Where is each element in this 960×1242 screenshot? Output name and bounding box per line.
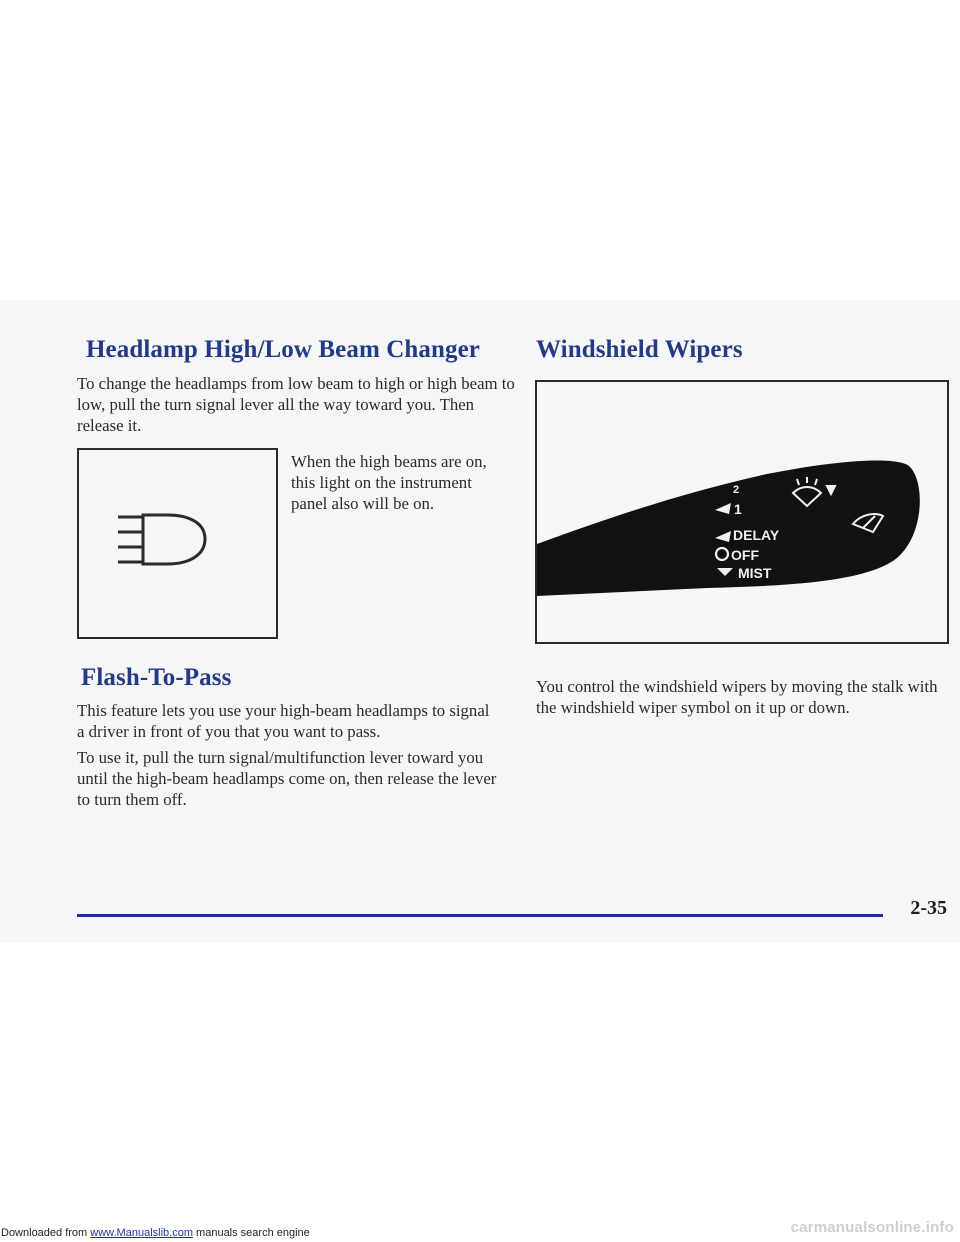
- paragraph-flash-to-pass-1: This feature lets you use your high-beam headlamps to signal a driver in front of you that you want to pass.: [77, 701, 490, 741]
- indicator-caption: When the high beams are on, this light on the instrument panel also will be on.: [291, 452, 487, 513]
- manualslib-link[interactable]: www.Manualslib.com: [90, 1227, 193, 1239]
- stalk-label-mist: MIST: [738, 565, 772, 581]
- stalk-label-delay: DELAY: [733, 527, 780, 543]
- high-beam-indicator-box: [77, 448, 278, 639]
- download-footer: [1, 1227, 310, 1239]
- heading-flash-to-pass: Flash-To-Pass: [81, 664, 232, 691]
- footer-prefix: Downloaded from: [1, 1227, 88, 1239]
- stalk-label-1: 1: [734, 501, 742, 517]
- high-beam-indicator-icon: [79, 450, 276, 637]
- paragraph-flash-to-pass-2: To use it, pull the turn signal/multifunction lever toward you until the high-beam headlamps come on, then release the lever to turn them off.: [77, 748, 497, 809]
- stalk-label-off: OFF: [731, 547, 759, 563]
- paragraph-beam-changer: To change the headlamps from low beam to high or high beam to low, pull the turn signal lever all the way toward you. Then release it.: [77, 374, 515, 435]
- paragraph-windshield-wipers: You control the windshield wipers by moving the stalk with the windshield wiper symbol on it up or down.: [536, 677, 938, 717]
- watermark: carmanualsonline.info: [790, 1219, 954, 1236]
- wiper-stalk-illustration: [535, 380, 949, 644]
- heading-windshield-wipers: Windshield Wipers: [536, 336, 743, 363]
- page-number: 2-35: [910, 897, 947, 919]
- stalk-label-2: 2: [733, 484, 740, 496]
- page-rule: [77, 914, 883, 917]
- heading-headlamp-beam-changer: Headlamp High/Low Beam Changer: [86, 336, 480, 363]
- footer-suffix: manuals search engine: [196, 1227, 310, 1239]
- wiper-stalk-graphic: [537, 382, 947, 642]
